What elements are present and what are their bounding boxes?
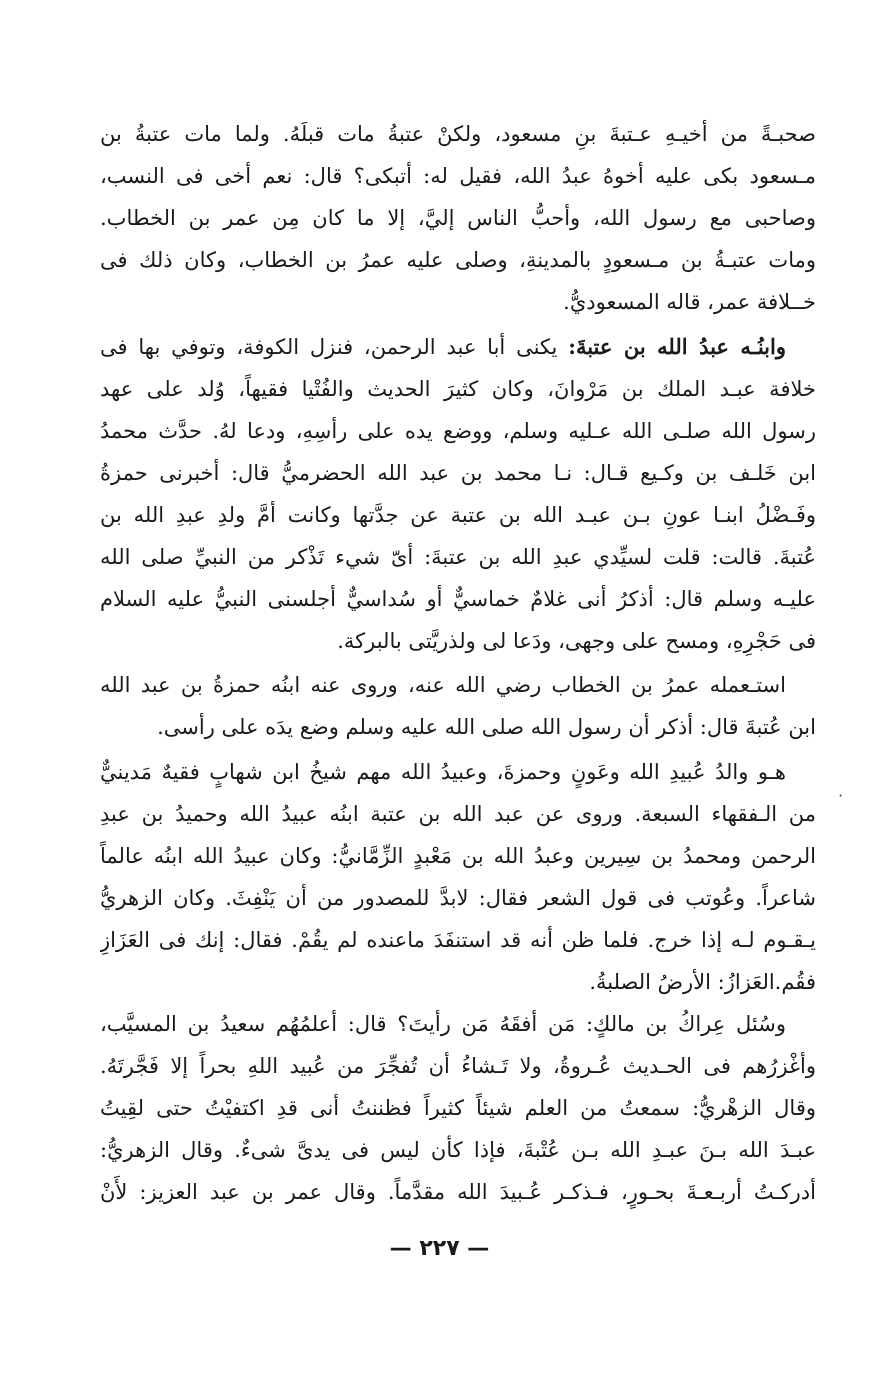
text-line: رسول الله صلـى الله عـليه وسلم، ووضع يده على رأسِهِ، ودعا لهُ. حدَّث محمدُ: [100, 419, 816, 443]
text-line: الرحمن ومحمدُ بن سِيرين وعبدُ الله بن مَعْبدٍ الزِّمَّانيُّ: وكان عبيدُ الله ابنُه عالماً: [100, 844, 816, 868]
text-line: يـقـوم لـه إذا خرج. فلما ظن أنه قد استنفَدَ ماعنده لم يقُمْ. فقال: إنك فى العَزَازِ: [100, 928, 816, 952]
margin-mark: ·: [838, 786, 844, 805]
text-line: مـسعود بكى عليه أخوهُ عبدُ الله، فقيل له: أتبكى؟ قال: نعم أخى فى النسب،: [100, 164, 816, 188]
text-line: استـعمله عمرُ بن الخطاب رضي الله عنه، وروى عنه ابنُه حمزةُ بن عبد الله: [100, 673, 786, 697]
text-span: يكنى أبا عبد الرحمن، فنزل الكوفة، وتوفي بها فى: [100, 335, 569, 359]
paragraph-2: [100, 326, 816, 662]
text-line: وفَـضْلُ ابنـا عونِ بـن عبـد الله بن عتبة عن جدَّتها وكانت أمَّ ولدِ عبدِ الله بن: [100, 503, 816, 527]
text-line: ابن خَلـف بن وكـيع قـال: نـا محمد بن عبد الله الحضرميُّ قال: أخبرنى حمزةُ: [100, 461, 816, 485]
text-line: أدركـتُ أربـعـةَ بحـورٍ، فـذكـر عُـبيدَ الله مقدَّماً. وقال عمر بن عبد العزيز: لأَنْ: [100, 1180, 816, 1204]
paragraph-1: [100, 113, 816, 323]
text-line: فقُم.العَزازُ: الأرضُ الصلبةُ.: [589, 970, 816, 994]
text-line: خلافة عبـد الملك بن مَرْوانَ، وكان كثيرَ الحديث والفُتْيا فقيهاً، وُلد على عهد: [100, 377, 816, 401]
paragraph-5: [100, 1003, 816, 1213]
text-line: فى حَجْرِهِ، ومسح على وجهى، ودَعا لى ولذريَّتى بالبركة.: [337, 629, 816, 653]
text-line: ابن عُتبةَ قال: أذكر أن رسول الله صلى الله عليه وسلم وضع يدَه على رأسى.: [157, 715, 816, 739]
text-line: وصاحبى مع رسول الله، وأحبُّ الناس إليَّ، إلا ما كان مِن عمر بن الخطاب.: [100, 206, 816, 230]
text-line: وسُئل عِراكُ بن مالكٍ: مَن أفقَهُ مَن رأيتَ؟ قال: أعلمُهُم سعيدُ بن المسيَّب،: [100, 1012, 786, 1036]
text-line: صحبـةً من أخيـهِ عـتبةَ بنِ مسعود، ولكنْ عتبةُ مات قبلَهُ. ولما مات عتبةُ بن: [100, 122, 816, 146]
paragraph-4: [100, 751, 816, 1003]
text-line: وأغْزرُهم فى الحـديث عُـروةُ، ولا تَـشاءُ أن تُفجِّرَ من عُبيد اللهِ بحراً إلا فَجَّرتَهُ.: [100, 1054, 816, 1078]
text-line: من الـفقهاء السبعة. وروى عن عبد الله بن عتبة ابنُه عبيدُ الله وحميدُ بن عبدِ: [100, 802, 816, 826]
paragraph-3: [100, 664, 816, 748]
text-line: خــلافة عمر، قاله المسعوديُّ.: [563, 290, 816, 314]
text-line: وقال الزهْريُّ: سمعتُ من العلم شيئاً كثيراً فظننتُ أنى قدِ اكتفيْتُ حتى لقِيتُ: [100, 1096, 816, 1120]
text-line: [100, 326, 816, 368]
person-name-heading: وابنُـه عبدُ الله بن عتبةَ:: [568, 334, 786, 359]
text-line: ومات عتبـةُ بن مـسعودٍ بالمدينةِ، وصلى عليه عمرُ بن الخطاب، وكان ذلك فى: [100, 248, 816, 272]
text-line: شاعراً. وعُوتب فى قول الشعر فقال: لابدَّ للمصدور من أن يَنْفِثَ. وكان الزهريُّ: [100, 886, 816, 910]
text-line: هـو والدُ عُبيدِ الله وعَونٍ وحمزةَ، وعبيدُ الله مهم شيخُ ابن شهابٍ فقيهٌ مَدينيٌّ: [100, 760, 786, 784]
text-line: عليـه وسلم قال: أذكرُ أنى غلامٌ خماسيٌّ أو سُداسيٌّ أجلسنى النبيُّ عليه السلام: [100, 587, 816, 611]
text-line: عبـدَ الله بـنَ عبـدِ الله بـن عُتْبةَ، فإذا كأن ليس فى يدىَّ شىءٌ. وقال الزهريُّ:: [100, 1138, 816, 1162]
page-number: — ٢٢٧ —: [389, 1236, 490, 1261]
text-line: عُتبةَ. قالت: قلت لسيِّدي عبدِ الله بن عتبةَ: أىّ شيء تَذْكر من النبيِّ صلى الله: [100, 545, 816, 569]
